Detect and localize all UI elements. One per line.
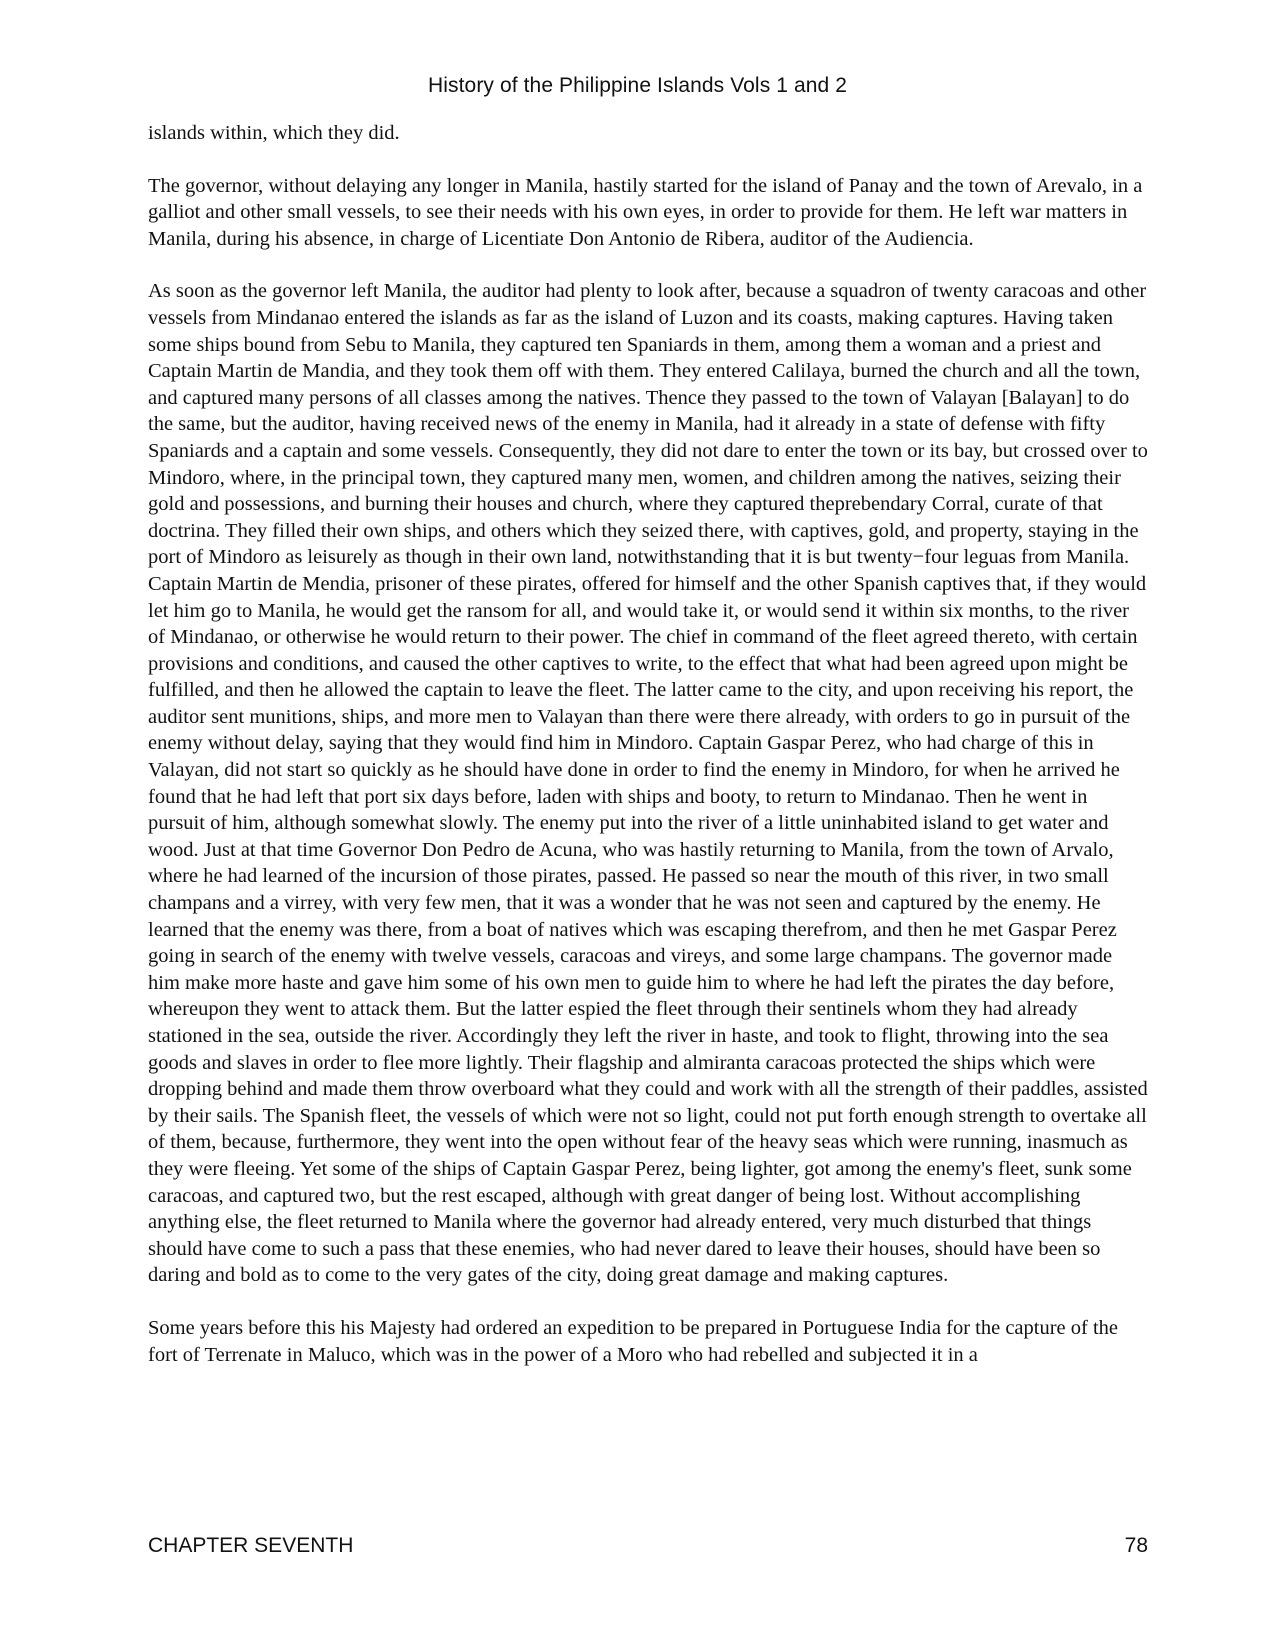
chapter-label: CHAPTER SEVENTH [148,1534,354,1557]
page-body [148,120,1148,1394]
paragraph-continuation: islands within, which they did. [148,122,400,144]
running-header-title: History of the Philippine Islands Vols 1 and 2 [427,74,847,97]
paragraph-governor-departure: The governor, without delaying any longer in Manila, hastily started for the island of Panay and the town of Arevalo, in a galliot and other small vessels, to see their needs with his own eyes, in order to provide for them. He left war matters in Manila, during his absence, in charge of Licentiate Don Antonio de Ribera, auditor of the Audiencia. [148,174,1143,250]
page-number: 78 [1124,1534,1148,1557]
paragraph-mindanao-raid: As soon as the governor left Manila, the auditor had plenty to look after, because a squadron of twenty caracoas and other vessels from Mindanao entered the islands as far as the island of Luzon and its coasts, making captures. Having taken some ships bound from Sebu to Manila, they captured ten Spaniards in them, among them a woman and a priest and Captain Martin de Mandia, and they took them off with them. They entered Calilaya, burned the church and all the town, and captured many persons of all classes among the natives. Thence they passed to the town of Valayan [Balayan] to do the same, but the auditor, having received news of the enemy in Manila, had it already in a state of defense with fifty Spaniards and a captain and some vessels. Consequently, they did not dare to enter the town or its bay, but crossed over to Mindoro, where, in the principal town, they captured many men, women, and children among the natives, seizing their gold and possessions, and burning their houses and church, where they captured theprebendary Corral, curate of that doctrina. They filled their own ships, and others which they seized there, with captives, gold, and property, staying in the port of Mindoro as leisurely as though in their own land, notwithstanding that it is but twenty−four leguas from Manila. Captain Martin de Mendia, prisoner of these pirates, offered for himself and the other Spanish captives that, if they would let him go to Manila, he would get the ransom for all, and would take it, or would send it within six months, to the river of Mindanao, or otherwise he would return to their power. The chief in command of the fleet agreed thereto, with certain provisions and conditions, and caused the other captives to write, to the effect that what had been agreed upon might be fulfilled, and then he allowed the captain to leave the fleet. The latter came to the city, and upon receiving his report, the auditor sent munitions, ships, and more men to Valayan than there were there already, with orders to go in pursuit of the enemy without delay, saying that they would find him in Mindoro. Captain Gaspar Perez, who had charge of this in Valayan, did not start so quickly as he should have done in order to find the enemy in Mindoro, for when he arrived he found that he had left that port six days before, laden with ships and booty, to return to Mindanao. Then he went in pursuit of him, although somewhat slowly. The enemy put into the river of a little uninhabited island to get water and wood. Just at that time Governor Don Pedro de Acuna, who was hastily returning to Manila, from the town of Arvalo, where he had learned of the incursion of those pirates, passed. He passed so near the mouth of this river, in two small champans and a virrey, with very few men, that it was a wonder that he was not seen and captured by the enemy. He learned that the enemy was there, from a boat of natives which was escaping therefrom, and then he met Gaspar Perez going in search of the enemy with twelve vessels, caracoas and vireys, and some large champans. The governor made him make more haste and gave him some of his own men to guide him to where he had left the pirates the day before, whereupon they went to attack them. But the latter espied the fleet through their sentinels whom they had already stationed in the sea, outside the river. Accordingly they left the river in haste, and took to flight, throwing into the sea goods and slaves in order to flee more lightly. Their flagship and almiranta caracoas protected the ships which were dropping behind and made them throw overboard what they could and work with all the strength of their paddles, assisted by their sails. The Spanish fleet, the vessels of which were not so light, could not put forth enough strength to overtake all of them, because, furthermore, they went into the open without fear of the heavy seas which were running, inasmuch as they were fleeing. Yet some of the ships of Captain Gaspar Perez, being lighter, got among the enemy's fleet, sunk some caracoas, and captured two, but the rest escaped, although with great danger of being lost. Without accomplishing anything else, the fleet returned to Manila where the governor had already entered, very much disturbed that things should have come to such a pass that these enemies, who had never dared to leave their houses, should have been so daring and bold as to come to the very gates of the city, doing great damage and making captures. [148,280,1148,1287]
paragraph-terrenate-expedition: Some years before this his Majesty had ordered an expedition to be prepared in Portuguese India for the capture of the fort of Terrenate in Maluco, which was in the power of a Moro who had rebelled and subjected it in a [148,1316,1119,1366]
